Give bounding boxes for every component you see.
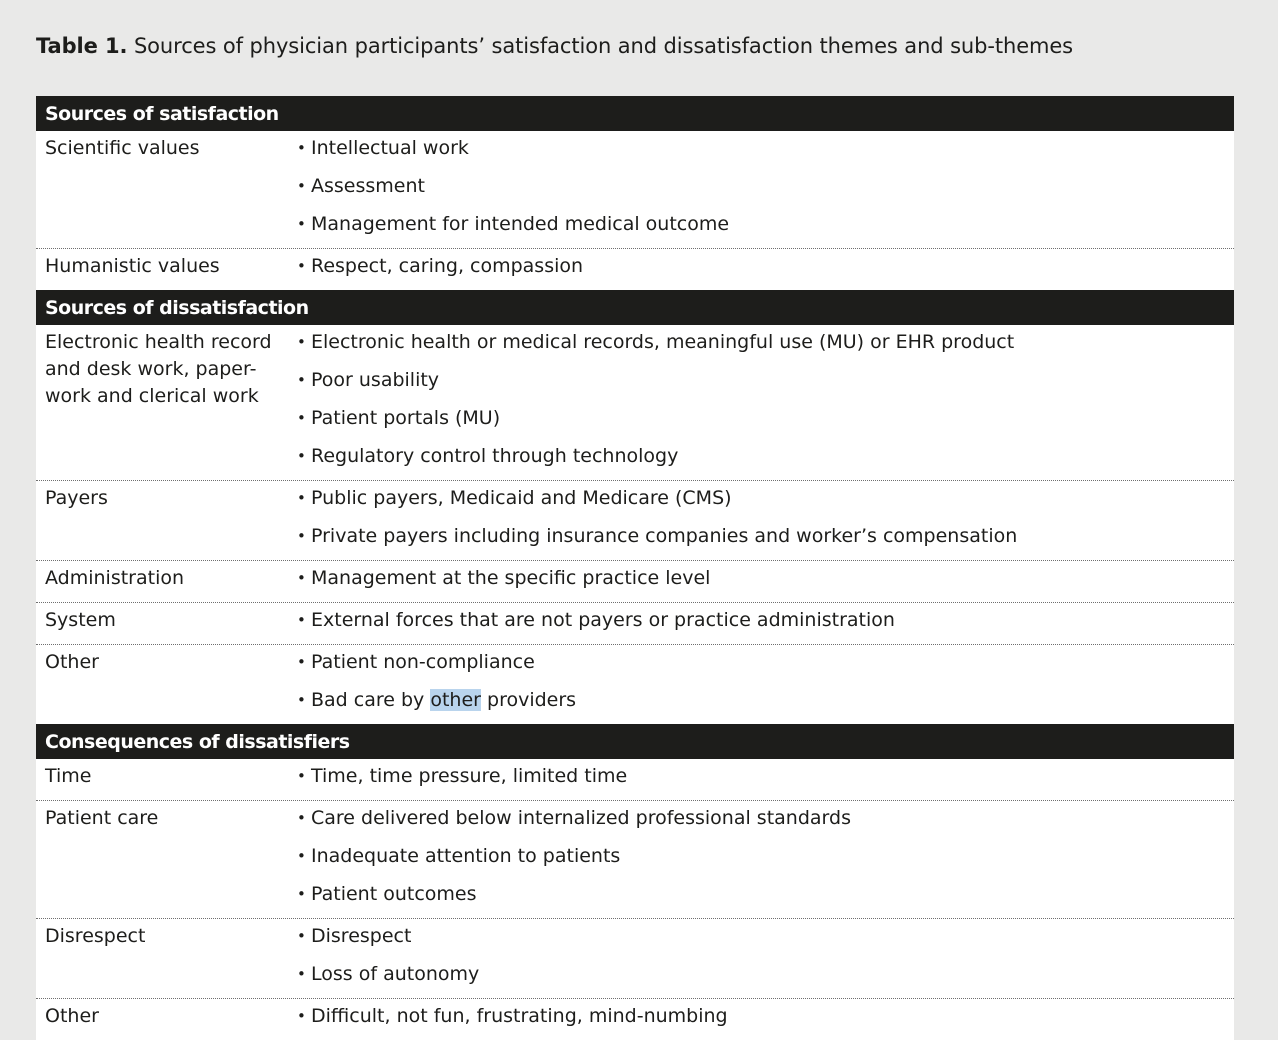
table-row [36,644,1234,724]
table-row [36,560,1234,602]
bullet-icon: • [297,569,306,587]
bullet-icon: • [297,653,306,671]
theme-cell: System [45,609,116,631]
subthemes-cell [287,249,1234,290]
subthemes-cell [287,325,1234,480]
subtheme-text: Difficult, not fun, frustrating, mind-numbing [311,1005,728,1027]
bullet-icon: • [297,847,306,865]
table-row [36,131,1234,248]
subtheme-text: Time, time pressure, limited time [311,765,628,787]
bullet-icon: • [297,257,306,275]
subtheme-text: Poor usability [311,369,440,391]
subthemes-cell [287,131,1234,248]
bullet-icon: • [297,447,306,465]
subtheme-text: Assessment [311,175,425,197]
subtheme-item [297,207,1234,245]
bullet-icon: • [297,885,306,903]
subthemes-cell [287,919,1234,998]
subtheme-item [297,603,1234,641]
subtheme-text: Patient portals (MU) [311,407,501,429]
table-title: Sources of physician participants’ satisfaction and dissatisfaction themes and sub-themes [133,34,1074,58]
subtheme-item [297,801,1234,839]
bullet-icon: • [297,215,306,233]
subtheme-text: Patient non-compliance [311,651,535,673]
bullet-icon: • [297,333,306,351]
theme-cell: Other [45,651,99,673]
subtheme-text: Disrespect [311,925,412,947]
subtheme-text: Loss of autonomy [311,963,480,985]
table-row [36,480,1234,560]
subtheme-item [297,683,1234,721]
bullet-icon: • [297,965,306,983]
table-row [36,759,1234,800]
subtheme-text: Private payers including insurance companies and worker’s compensation [311,525,1018,547]
subtheme-item [297,401,1234,439]
subtheme-text: Electronic health or medical records, meaningful use (MU) or EHR product [311,331,1015,353]
subtheme-text: Intellectual work [311,137,469,159]
subtheme-text: External forces that are not payers or practice administration [311,609,895,631]
section-header: Consequences of dissatisfiers [36,724,1234,759]
themes-table [36,96,1234,1040]
theme-cell: Administration [45,567,185,589]
theme-cell: Time [45,765,92,787]
subtheme-item [297,561,1234,599]
theme-cell: Other [45,1005,99,1027]
theme-cell: Scientific values [45,137,200,159]
subthemes-cell [287,481,1234,560]
subtheme-item [297,439,1234,477]
table-number: Table 1. [36,34,128,58]
subtheme-text: Regulatory control through technology [311,445,679,467]
text-selection-highlight: other [430,689,481,711]
subtheme-text: Public payers, Medicaid and Medicare (CMS) [311,487,732,509]
table-row [36,248,1234,290]
theme-cell: Patient care [45,807,159,829]
bullet-icon: • [297,809,306,827]
subthemes-cell [287,603,1234,644]
subtheme-item [297,481,1234,519]
theme-cell: Humanistic values [45,255,220,277]
table-row [36,800,1234,918]
subtheme-item [297,249,1234,287]
subtheme-item [297,999,1234,1037]
subthemes-cell [287,561,1234,602]
table-row [36,918,1234,998]
bullet-icon: • [297,177,306,195]
theme-cell: Disrespect [45,925,146,947]
subtheme-text: Inadequate attention to patients [311,845,621,867]
bullet-icon: • [297,409,306,427]
table-row [36,602,1234,644]
bullet-icon: • [297,527,306,545]
section-header: Sources of satisfaction [36,96,1234,131]
subthemes-cell [287,759,1234,800]
subtheme-item [297,839,1234,877]
subtheme-item [297,519,1234,557]
subthemes-cell [287,645,1234,724]
subtheme-item [297,645,1234,683]
bullet-icon: • [297,371,306,389]
table-row [36,998,1234,1040]
subtheme-text: Management at the specific practice level [311,567,711,589]
bullet-icon: • [297,489,306,507]
subtheme-item [297,877,1234,915]
subtheme-item [297,759,1234,797]
subtheme-text: Respect, caring, compassion [311,255,584,277]
theme-cell: Electronic health record and desk work, paper-work and clerical work [45,331,272,407]
bullet-icon: • [297,927,306,945]
subthemes-cell [287,999,1234,1040]
bullet-icon: • [297,1007,306,1025]
subtheme-text: Management for intended medical outcome [311,213,730,235]
bullet-icon: • [297,611,306,629]
theme-cell: Payers [45,487,108,509]
bullet-icon: • [297,767,306,785]
subtheme-item [297,131,1234,169]
subtheme-item [297,169,1234,207]
section-header: Sources of dissatisfaction [36,290,1234,325]
table-caption [36,30,1073,62]
subtheme-text: Care delivered below internalized professional standards [311,807,851,829]
subtheme-item [297,363,1234,401]
subtheme-text: Bad care by other providers [311,689,577,711]
subtheme-item [297,957,1234,995]
bullet-icon: • [297,691,306,709]
subtheme-item [297,325,1234,363]
subthemes-cell [287,801,1234,918]
subtheme-text: Patient outcomes [311,883,477,905]
subtheme-item [297,919,1234,957]
table-row [36,325,1234,480]
bullet-icon: • [297,139,306,157]
